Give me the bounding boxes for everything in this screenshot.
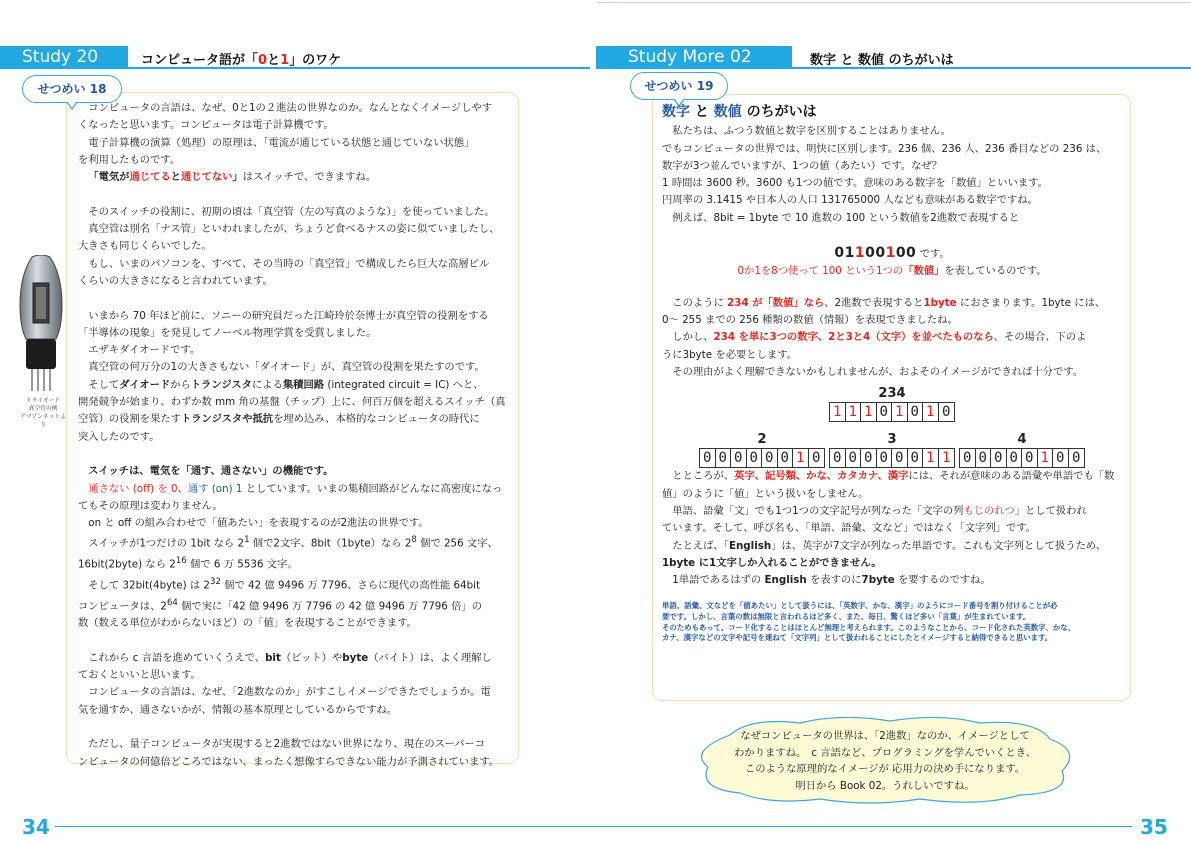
bit-cell: 0 [1053,449,1069,467]
bit-cell: 1 [793,449,809,467]
bit-cell: 0 [960,449,976,467]
cloud-text: なぜコンピュータの世界は、「2進数」なのか、イメージとして わかりますね。 c 言語など、プログラミングを学んでいくとき、 このような原理的なイメージが 応用力の決め手になります。 明日から Book 02。うれしいですね。 [734,730,1036,792]
page-heading-left: コンピュータ語が「0と1」のワケ [141,53,342,68]
section-title: 数字 と 数値 のちがいは [662,104,817,120]
bit-cell: 0 [892,449,908,467]
body-text-left: コンピュータの言語は、なぜ、0と1の２進法の世界なのか。なんとなくイメージしやす くなったと思います。コンピュータは電子計算機です。 電子計算機の演算（処理）の原理は、「電流が通じている状態と通じていない状態」 を利用したものです。 「電気が通じてると通じてない」はスイッチで、できますね。 そのスイッチの役割に、初期の頃は「真空管（左の写真のような）」を使っていました。 真空管は別名「ナス管」といわれましたが、ちょうど食べるナスの姿に似ていましたし、 大きさも同じくらいでした。 もし、いまのパソコンを、すべて、その当時の「真空管」で構成したら巨大な高層ビル くらいの大きさになると言われています。 いまから 70 年ほど前に、ソニーの研究員だった江崎玲於奈博士が真空管の役割をする 「半導体の現象」を発見してノーベル物理学賞を受賞しました。 エザキダイオードです。 真空管の何万分の1の大きさもない「ダイオード」が、真空管の役割を果たすのです。 そしてダイオードからトランジスタによる集積回路 (integrated circuit = IC) へと、 開発競争が始まり、わずか数 mm 角の基盤（チップ）上に、何百万個を超えるスイッチ（真 空管）の役割を果たすトランジスタや抵抗を埋め込み、本格的なコンピュータの時代に 突入したのです。 スイッチは、電気を「通す、通さない」の機能です。 通さない (off) を 0、通す (on) 1 としています。いまの集積回路がどんなに高密度になっ てもその原理は変わりません。 on と off の組み合わせで「値あたい」を表現するのが2進法の世界です。 スイッチが1つだけの 1bit なら $2^1$ 個で2文字、8bit（1byte）なら $2^8$ 個で 256 文字、 16bit(2byte) なら $2^{16}$ 個で 6 万 5536 文字。 そして 32bit(4byte) は $2^{32}$ 個で 42 億 9496 万 7796、さらに現代の高性能 64bit コンピュータは、$2^{64}$ 個で実に「42 億 9496 万 7796 の 42 億 9496 万 7796 倍」の 数（数える単位がわからないほど）の「値」を表現することができます。 これから c 言語を進めていくうえで、bit（ビット）やbyte（バイト）は、よく理解し ておくといいと思います。 コンピュータの言語は、なぜ、「2進数なのか」がすこしイメージできたでしょうか。電 気を通すか、通さないかが、情報の基本原理としているからですね。 ただし、量子コンピュータが実現すると2進数ではない世界になり、現在のスーパーコ ンピュータの何億倍どころではない、まったく想像すらできない能力が予測されています。 [78,102,506,768]
section-bubble-left: せつめい 18 [22,75,122,103]
label-234: 234 [878,386,906,402]
body-text-right: 数字 と 数値 のちがいは 私たちは、ふつう数値と数字を区別することはありません。 でもコンピュータの世界では、明快に区別します。236 個、236 人、236 番目などの 236 は、 数字が3つ並んでいますが、1つの値（あたい）です。なぜ？ 1 時間は 3600 秒。3600 も1つの値です。意味のある数字を「数値」といいます。 円周率の 3.1415 や日本人の人口 131765000 人なども意味がある数字ですね。 例えば、8bit = 1byte で 10 進数の 100 という数値を2進数で表現すると 01100100 です。 0か1を8つ使って 100 という1つの「数値」を表しているのです。 このように 234 が「数値」なら、2進数で表現すると1byte におさまります。1byte には、 0〜 255 までの 256 種類の数値（情報）を表現できましたね。 しかし、234 を単に3つの数字、2と3と4（文字）を並べたものなら、その場合、下のよ うに3byte を必要とします。 その理由がよく理解できないかもしれませんが、およそのイメージができれば十分です。 234 1 1 1 0 1 0 1 0 2 0 0 0 0 0 0 1 0 3 0 0 0 0 0 0 1 1 4 0 0 0 0 0 1 0 0 とところが、英字、記号類、かな、カタカナ、漢字には、それが意味のある語彙や単語でも「数 値」のように「値」という扱いをしません。 単語、語彙「文」でも1つ1つの文字記号が列なった「文字の列もじのれつ」として扱われ ています。そして、呼び名も、「単語、語彙、文など」ではなく「文字列」です。 たとえば、「English」は、英字が7文字が列なった単語です。これも文字列として扱うため、 1byte に1文字しか入れることができません。 1単語であるはずの English を表すのに7byte を要するのですね。 単語、語彙、文などを「値あたい」として扱うには、「英数字、かな、漢字」のようにコード番号を割り付けることが必 要です。しかし、言葉の数は無限と言われるほど多く、また、毎日、驚くほど多い「言葉」が生まれています。 そのためもあって、コード化することはほとんど無理と考えられます。このようなことから、コード化された英数字、かな、 カナ、漢字などの文字や記号を連ねて「文字列」として扱われることにしたとイメージすると納得できると思います。 [662,104,1122,644]
image-caption: トライオード 真空管の例 アマゾンネットより [19,398,67,428]
bit-cell: 0 [830,449,846,467]
footer-rule-left [55,826,596,827]
bit-cell: 0 [1007,449,1023,467]
bit-cell: 0 [700,449,716,467]
bit-cell: 1 [892,403,908,421]
bit-cell: 0 [1072,450,1081,467]
study-label-right: Study More 02 [596,46,792,68]
bit-cell: 0 [877,449,893,467]
bit-cell: 1 [923,403,939,421]
bit-cell: 0 [877,403,893,421]
bit-cell: 0 [908,403,924,421]
bits-4 [959,448,1085,468]
bit-cell: 0 [861,449,877,467]
bits-2 [699,448,825,468]
bit-cell: 0 [747,449,763,467]
binary-100: 01100100 です。 [834,245,950,262]
page-heading-right: 数字 と 数値 のちがいは [810,53,954,68]
bit-cell: 0 [762,449,778,467]
bit-cell: 1 [1038,449,1054,467]
bit-cell: 1 [923,449,939,467]
page-number-left: 34 [22,815,50,839]
study-label-left: Study 20 [0,46,128,68]
page-number-right: 35 [1140,815,1168,839]
bit-cell: 0 [908,449,924,467]
digit-group-4: 4 0 0 0 0 0 1 0 0 [959,431,1085,469]
bit-cell: 1 [942,450,951,467]
digit-group-2: 2 0 0 0 0 0 0 1 0 [699,431,825,469]
bit-cell: 0 [976,449,992,467]
footnote: 単語、語彙、文などを「値あたい」として扱うには、「英数字、かな、漢字」のようにコード番号を割り付けることが必 要です。しかし、言葉の数は無限と言われるほど多く、また、毎日、驚くほど多い「言葉」が生まれています。 そのためもあって、コード化することはほとんど無理と考えられます。このようなことから、コード化された英数字、かな、 カナ、漢字などの文字や記号を連ねて「文字列」として扱われることにしたとイメージすると納得できると思います。 [662,601,1076,643]
bit-cell: 0 [731,449,747,467]
bit-cell: 1 [830,403,846,421]
bits-3 [829,448,955,468]
bit-cell: 0 [716,449,732,467]
bit-cell: 0 [778,449,794,467]
bit-cell: 0 [1022,449,1038,467]
bits-234 [829,402,955,422]
section-bubble-right: せつめい 19 [630,72,728,100]
vacuum-tube-image [18,255,64,395]
bit-cell: 0 [846,449,862,467]
footer-rule-right [596,826,1132,827]
bit-cell: 0 [812,450,821,467]
bit-cell: 0 [991,449,1007,467]
bit-cell: 1 [861,403,877,421]
bit-cell: 1 [846,403,862,421]
bit-cell: 0 [942,404,951,421]
top-rule [596,2,1191,3]
digit-group-3: 3 0 0 0 0 0 0 1 1 [829,431,955,469]
